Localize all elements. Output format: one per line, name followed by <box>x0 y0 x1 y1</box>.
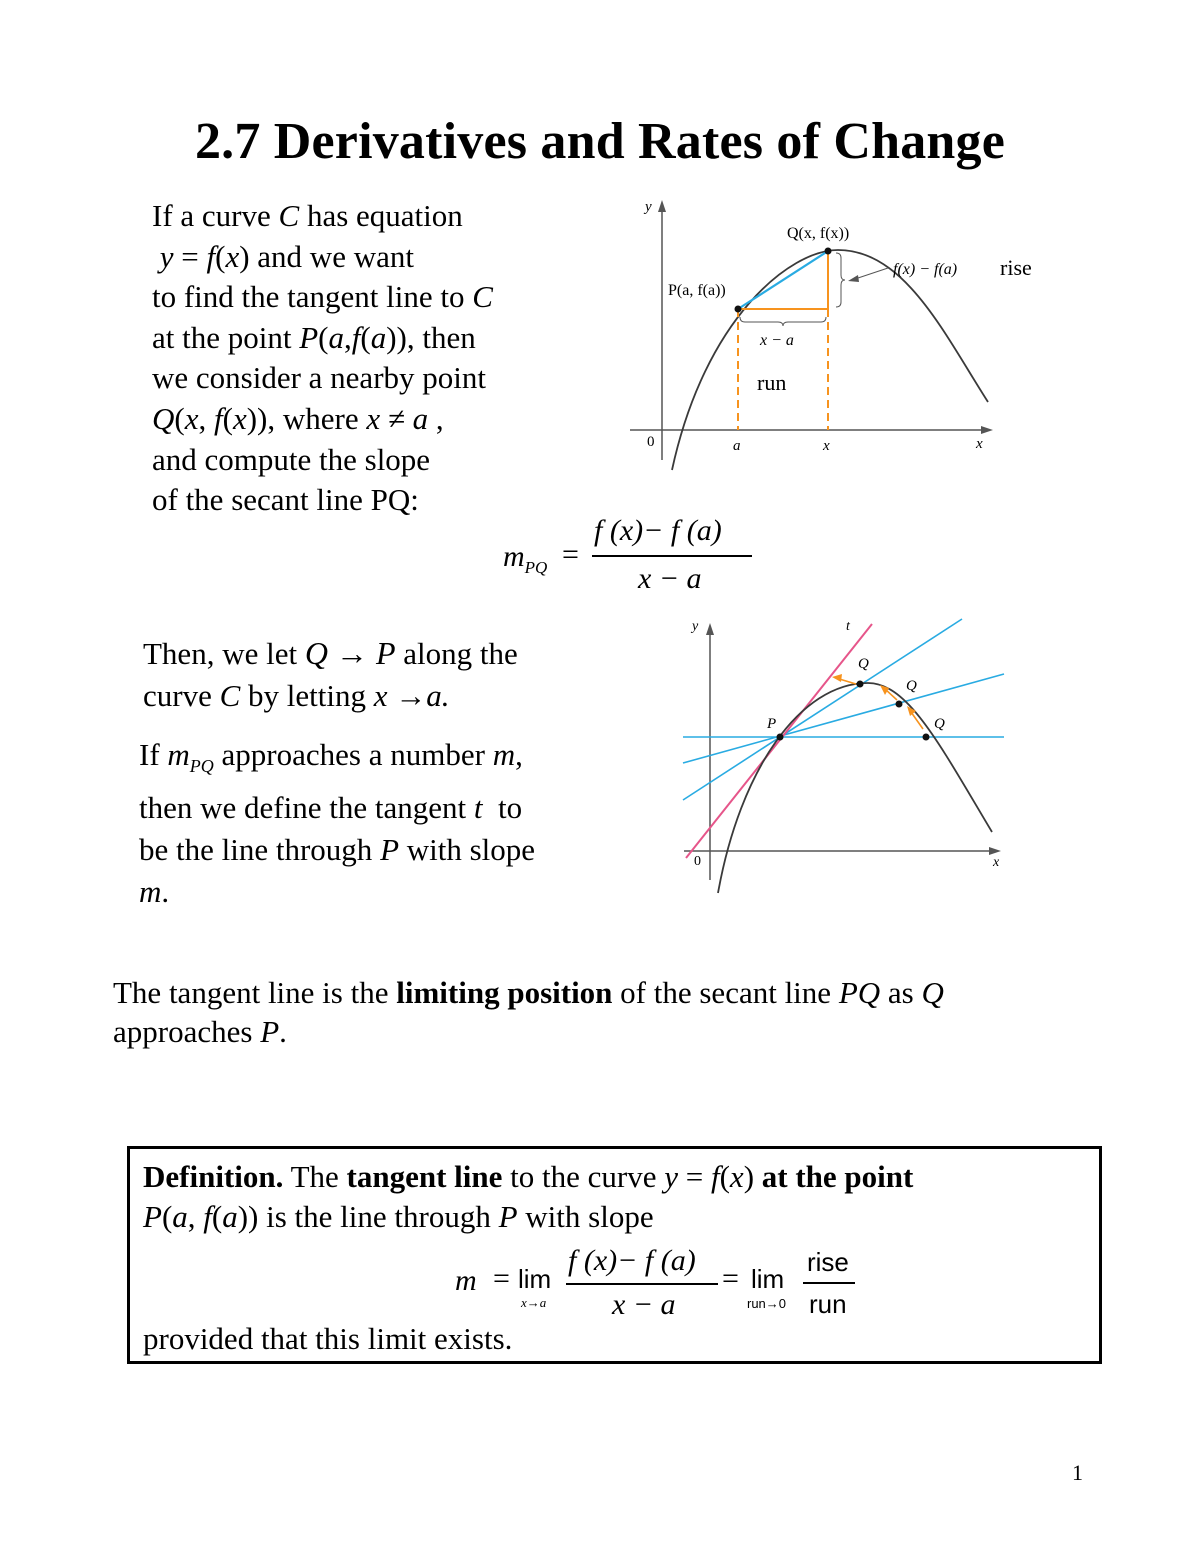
formula-lim-1-subscript: x→a <box>521 1295 547 1310</box>
tangent-limit-diagram <box>670 610 1020 900</box>
x-axis-label: x <box>976 436 983 452</box>
run-label: run <box>757 370 787 395</box>
point-q <box>825 248 832 255</box>
xa-label: x − a <box>760 332 794 349</box>
formula-rise-run-bar <box>803 1282 855 1284</box>
y-axis-label: y <box>645 199 652 215</box>
formula-m: m <box>455 1264 477 1297</box>
formula-denominator: x − a <box>612 1288 676 1321</box>
diff-label: f(x) − f(a) <box>893 261 958 278</box>
origin-label: 0 <box>694 854 701 869</box>
run-brace <box>740 317 826 326</box>
secant-numerator: f (x)− f (a) <box>594 514 722 547</box>
secant-line-pq <box>738 251 828 309</box>
secant-equals: = <box>562 538 579 571</box>
point-p <box>777 734 784 741</box>
formula-lim-1: lim <box>518 1264 552 1294</box>
limiting-position-paragraph: The tangent line is the limiting position of the secant line PQ as Q approaches P. <box>113 975 944 1049</box>
intro-paragraph: If a curve C has equation y = f(x) and we want to find the tangent line to C at the point P(a,f(a)), then we consider a nearby point Q(x, f(x)), where x ≠ a , and compute the slope of the secant line PQ: <box>152 198 493 518</box>
formula-lim-2-subscript: run→0 <box>747 1296 787 1311</box>
point-p-label: P <box>767 716 777 732</box>
point-q-label: Q <box>858 656 869 672</box>
x-axis-arrow <box>981 426 993 434</box>
page-title: 2.7 Derivatives and Rates of Change <box>194 113 1006 170</box>
formula-equals-1: = <box>493 1262 510 1295</box>
point-q-label: Q(x, f(x)) <box>787 225 850 242</box>
limit-paragraph: Then, we let Q → P along the curve C by letting x →a. <box>143 635 518 713</box>
y-axis-arrow <box>658 200 666 212</box>
formula-numerator: f (x)− f (a) <box>568 1244 696 1277</box>
definition-condition: provided that this limit exists. <box>143 1321 513 1356</box>
rise-brace <box>836 253 845 307</box>
y-axis-label: y <box>692 619 699 634</box>
secant-slope-symbol: $m_{PQ}$ <box>503 540 548 577</box>
tangent-line-t <box>686 624 872 858</box>
x-axis-label: x <box>993 855 1000 870</box>
formula-rise: rise <box>807 1247 849 1277</box>
origin-label: 0 <box>647 434 655 450</box>
secant-fraction-bar <box>592 555 752 557</box>
point-q-3 <box>923 734 930 741</box>
tangent-definition-paragraph: If $m_{PQ}$ approaches a number m, then we define the tangent t to be the line through P with slope m. <box>139 737 536 910</box>
formula-run: run <box>809 1289 847 1319</box>
definition-text: Definition. The tangent line to the curve y = f(x) at the point P(a, f(a)) is the line through P with slope <box>143 1159 914 1234</box>
point-p <box>735 306 742 313</box>
secant-diagram <box>600 190 1070 490</box>
point-q-1 <box>857 681 864 688</box>
page-number: 1 <box>1072 1460 1083 1485</box>
rise-label: rise <box>1000 255 1032 280</box>
tick-x-label: x <box>823 438 830 454</box>
formula-fraction-bar <box>566 1283 718 1285</box>
point-p-label: P(a, f(a)) <box>668 282 726 299</box>
tick-a-label: a <box>733 438 741 454</box>
point-q-2 <box>896 701 903 708</box>
tangent-label: t <box>846 619 850 634</box>
point-q-label: Q <box>934 716 945 732</box>
formula-lim-2: lim <box>751 1264 785 1294</box>
secant-line-3 <box>683 619 962 800</box>
formula-equals-2: = <box>722 1262 739 1295</box>
secant-denominator: x − a <box>638 562 702 595</box>
point-q-label: Q <box>906 678 917 694</box>
